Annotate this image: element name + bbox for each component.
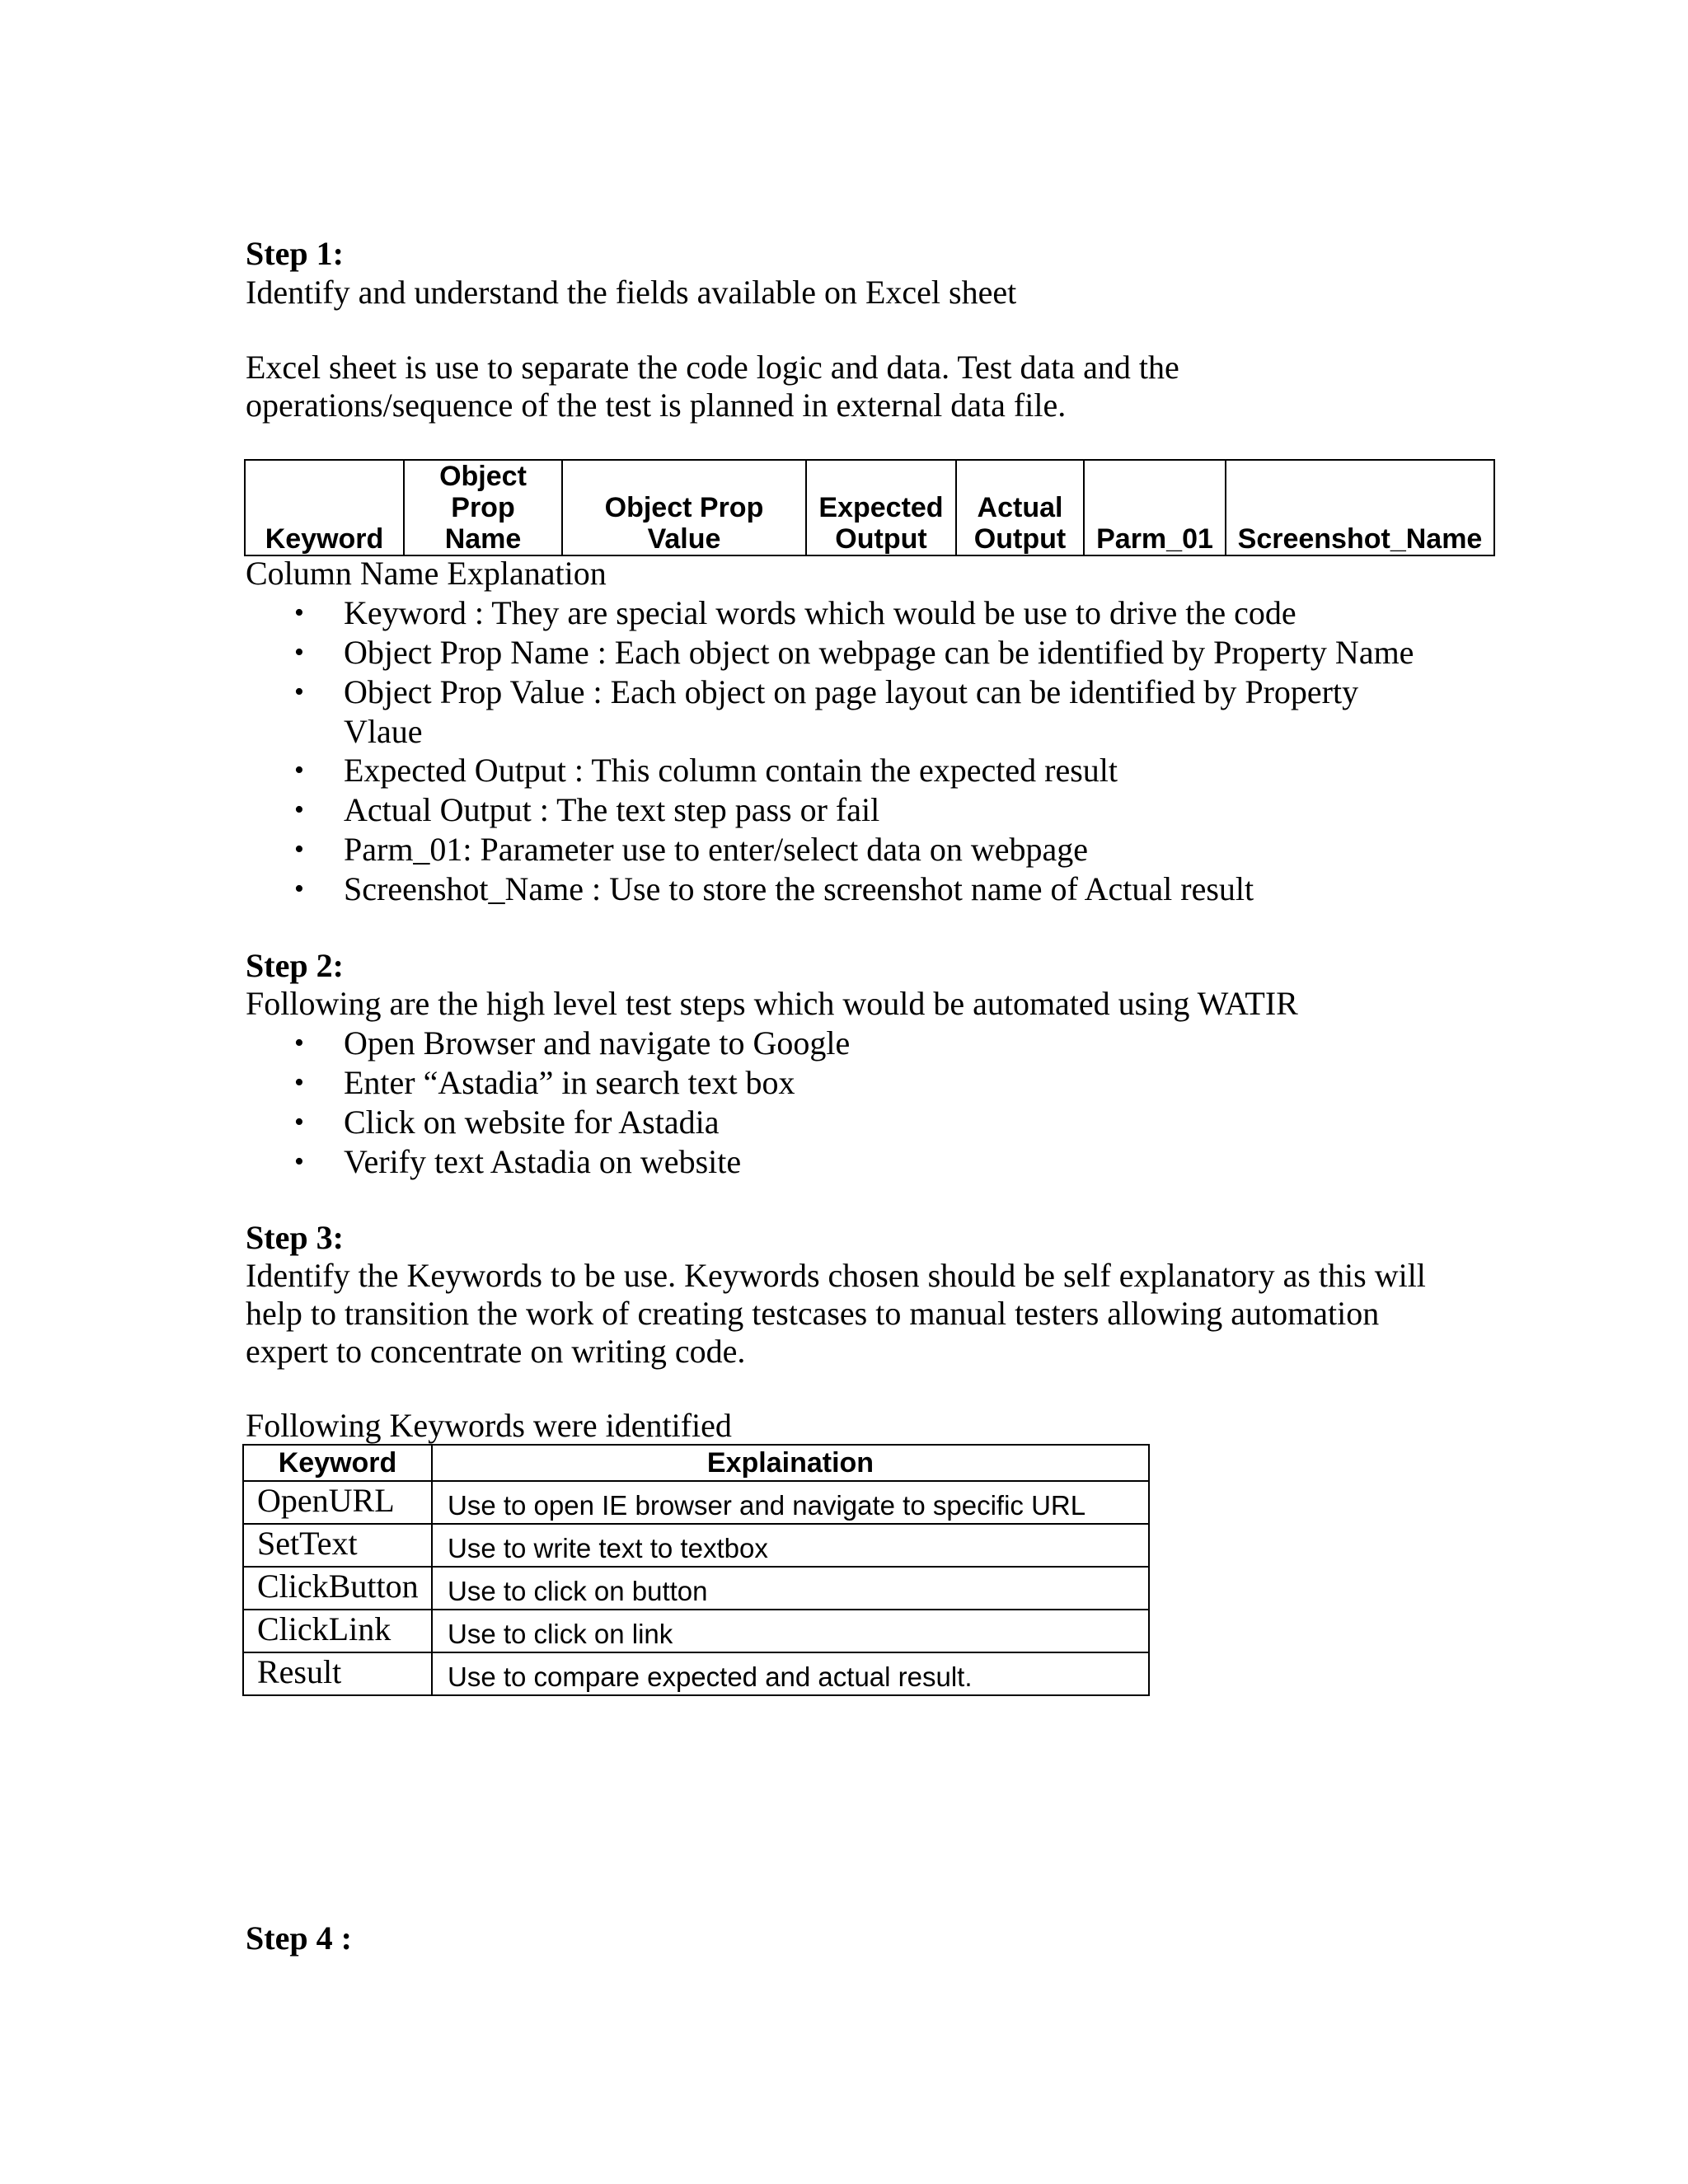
bullet-icon: • (294, 1146, 304, 1177)
explaination-cell: Use to click on button (432, 1567, 1149, 1610)
list-item-text-continued: Vlaue (344, 713, 423, 750)
column-header-parm-01 (1084, 460, 1226, 555)
step4-heading: Step 4 : (246, 1919, 352, 1957)
step1-paragraph-line2: operations/sequence of the test is planned in external data file. (246, 387, 1067, 424)
keywords-header-explaination: Explaination (432, 1445, 1149, 1481)
column-header-line: Actual (977, 492, 1063, 523)
list-item (246, 1063, 1531, 1103)
keyword-cell: ClickLink (243, 1610, 432, 1652)
list-item-text: Actual Output : The text step pass or fail (344, 791, 880, 828)
column-header-actual-output (956, 460, 1084, 555)
bullet-icon: • (294, 637, 304, 668)
keywords-header-keyword: Keyword (243, 1445, 432, 1481)
bullet-icon: • (294, 874, 304, 904)
list-item (246, 633, 1531, 673)
column-header-line: Object (439, 461, 527, 492)
explaination-cell: Use to compare expected and actual result. (432, 1652, 1149, 1695)
list-item-text: Screenshot_Name : Use to store the screenshot name of Actual result (344, 870, 1254, 907)
table-row (243, 1481, 1149, 1524)
column-header-line: Output (973, 523, 1067, 555)
column-header-object-prop-name (404, 460, 562, 555)
explaination-cell: Use to click on link (432, 1610, 1149, 1652)
bullet-icon: • (294, 598, 304, 628)
step2-heading: Step 2: (246, 947, 344, 984)
list-item-text: Parm_01: Parameter use to enter/select data on webpage (344, 831, 1088, 868)
step2-list (246, 1024, 1531, 1182)
table-row (243, 1524, 1149, 1567)
column-explanation-list (246, 593, 1531, 909)
step3-line3: expert to concentrate on writing code. (246, 1333, 746, 1370)
column-header-keyword (245, 460, 404, 555)
explaination-cell: Use to open IE browser and navigate to specific URL (432, 1481, 1149, 1524)
table-row (243, 1652, 1149, 1695)
keyword-cell: ClickButton (243, 1567, 432, 1610)
bullet-icon: • (294, 1067, 304, 1098)
column-header-line: Name (444, 523, 522, 555)
column-header-line: Prop (451, 492, 515, 523)
column-header-line: Screenshot_Name (1237, 523, 1483, 555)
step1-paragraph-line1: Excel sheet is use to separate the code logic and data. Test data and the (246, 349, 1179, 386)
list-item (246, 830, 1531, 869)
column-header-line: Output (835, 523, 927, 555)
bullet-icon: • (294, 1107, 304, 1137)
list-item-text: Click on website for Astadia (344, 1104, 720, 1141)
columns-table-header-row (245, 460, 1494, 555)
column-header-line: Parm_01 (1096, 523, 1213, 555)
table-row (243, 1610, 1149, 1652)
keyword-cell: OpenURL (243, 1481, 432, 1524)
list-item-text: Object Prop Value : Each object on page layout can be identified by Property (344, 673, 1359, 710)
list-item-text: Open Browser and navigate to Google (344, 1024, 851, 1062)
step1-intro: Identify and understand the fields available on Excel sheet (246, 274, 1017, 311)
list-item-text: Verify text Astadia on website (344, 1143, 742, 1180)
list-item-text: Keyword : They are special words which would be use to drive the code (344, 594, 1296, 631)
keyword-cell: Result (243, 1652, 432, 1695)
list-item-text: Expected Output : This column contain the expected result (344, 752, 1118, 789)
step3-line2: help to transition the work of creating testcases to manual testers allowing automation (246, 1295, 1380, 1332)
step2-intro: Following are the high level test steps which would be automated using WATIR (246, 985, 1298, 1022)
keywords-table (242, 1444, 1150, 1696)
column-header-line: Object Prop (604, 492, 764, 523)
bullet-icon: • (294, 794, 304, 825)
step3-line4: Following Keywords were identified (246, 1407, 732, 1444)
column-header-object-prop-value (562, 460, 806, 555)
bullet-icon: • (294, 1028, 304, 1058)
keywords-table-header-row (243, 1445, 1149, 1481)
list-item (246, 790, 1531, 830)
explaination-cell: Use to write text to textbox (432, 1524, 1149, 1567)
step1-heading: Step 1: (246, 235, 344, 272)
bullet-icon: • (294, 755, 304, 785)
keyword-cell: SetText (243, 1524, 432, 1567)
list-item (246, 751, 1531, 790)
table-row (243, 1567, 1149, 1610)
step3-heading: Step 3: (246, 1219, 344, 1256)
bullet-icon: • (294, 834, 304, 865)
list-item (246, 1142, 1531, 1182)
column-header-line: Expected (818, 492, 944, 523)
column-header-keyword-line: Keyword (265, 523, 384, 555)
column-header-line: Value (647, 523, 721, 555)
column-header-screenshot-name (1226, 460, 1494, 555)
list-item-text: Enter “Astadia” in search text box (344, 1064, 795, 1101)
bullet-icon: • (294, 677, 304, 707)
column-explanation-title: Column Name Explanation (246, 555, 607, 592)
list-item-text: Object Prop Name : Each object on webpage can be identified by Property Name (344, 634, 1414, 671)
list-item (246, 869, 1531, 909)
columns-table (244, 459, 1495, 556)
column-header-expected-output (806, 460, 956, 555)
step3-line1: Identify the Keywords to be use. Keywords chosen should be self explanatory as this will (246, 1257, 1426, 1294)
list-item (246, 1103, 1531, 1142)
list-item (246, 593, 1531, 633)
list-item (246, 1024, 1531, 1063)
list-item (246, 673, 1531, 752)
